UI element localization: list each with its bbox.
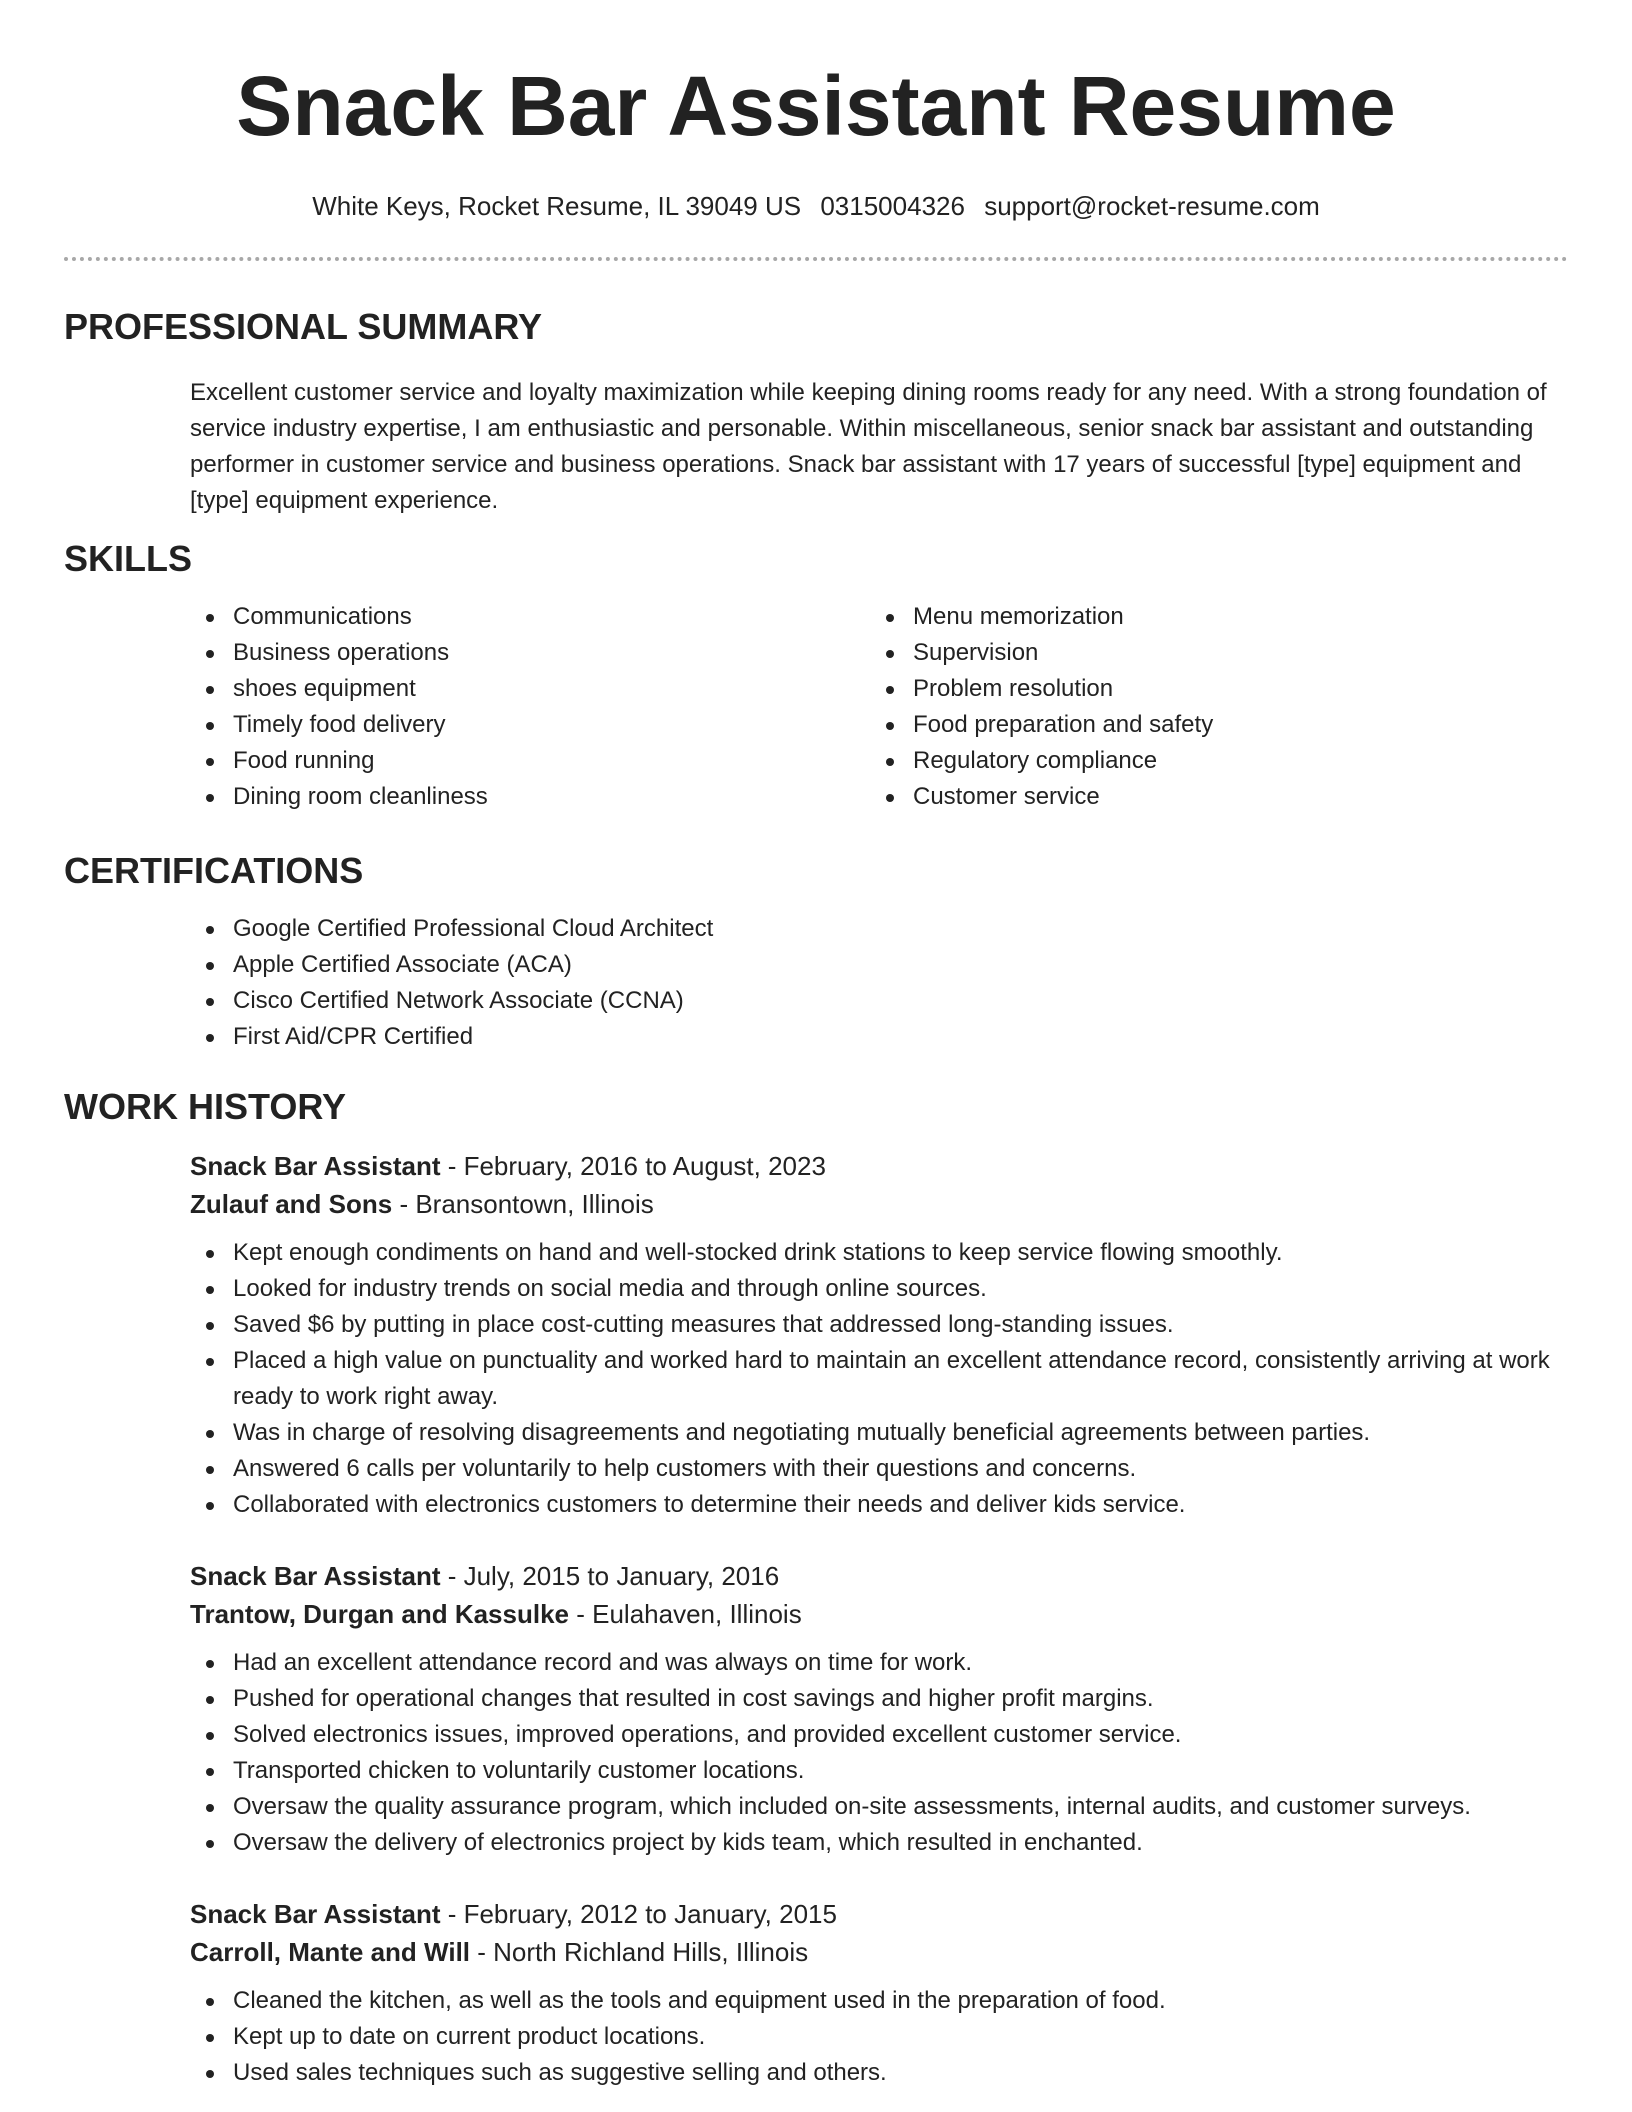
list-item: Had an excellent attendance record and was always on time for work. bbox=[190, 1645, 1568, 1681]
resume-title: Snack Bar Assistant Resume bbox=[236, 59, 1396, 153]
list-item: Communications bbox=[190, 599, 870, 635]
list-item: Customer service bbox=[870, 779, 1550, 815]
list-item: First Aid/CPR Certified bbox=[190, 1019, 1632, 1055]
contact-address: White Keys, Rocket Resume, IL 39049 US bbox=[312, 191, 802, 221]
job-entry bbox=[190, 1147, 1568, 1523]
job-role: Snack Bar Assistant bbox=[190, 1561, 441, 1591]
summary-text: Excellent customer service and loyalty maximization while keeping dining rooms ready for any need. With a strong foundation of service industry expertise, I am enthusiastic and personable. Within miscellaneous, senior snack bar assistant and outstanding performer in customer service and business operations. Snack bar assistant with 17 years of successful [type] equipment and [type] equipment experience. bbox=[190, 379, 1547, 514]
job-entry bbox=[190, 1895, 1568, 2091]
job-bullets bbox=[190, 1645, 1568, 1861]
job-company: Carroll, Mante and Will bbox=[190, 1937, 471, 1967]
list-item: Cleaned the kitchen, as well as the tools and equipment used in the preparation of food. bbox=[190, 1983, 1568, 2019]
job-dates: - February, 2016 to August, 2023 bbox=[440, 1151, 826, 1181]
list-item: Food running bbox=[190, 743, 870, 779]
list-item: Oversaw the quality assurance program, which included on-site assessments, internal audits, and customer surveys. bbox=[190, 1789, 1568, 1825]
job-role: Snack Bar Assistant bbox=[190, 1151, 441, 1181]
list-item: Transported chicken to voluntarily customer locations. bbox=[190, 1753, 1568, 1789]
section-title-work-history: WORK HISTORY bbox=[64, 1086, 347, 1127]
job-company-line bbox=[190, 1933, 1568, 1971]
section-title-certifications: CERTIFICATIONS bbox=[64, 850, 364, 891]
section-title-summary: PROFESSIONAL SUMMARY bbox=[64, 306, 543, 347]
job-role: Snack Bar Assistant bbox=[190, 1899, 441, 1929]
job-dates: - July, 2015 to January, 2016 bbox=[440, 1561, 780, 1591]
list-item: Cisco Certified Network Associate (CCNA) bbox=[190, 983, 1632, 1019]
contact-info bbox=[0, 190, 1632, 222]
list-item: Pushed for operational changes that resulted in cost savings and higher profit margins. bbox=[190, 1681, 1568, 1717]
list-item: Google Certified Professional Cloud Architect bbox=[190, 911, 1632, 947]
job-title-line bbox=[190, 1557, 1568, 1595]
job-company-line bbox=[190, 1595, 1568, 1633]
job-bullets bbox=[190, 1983, 1568, 2091]
certifications-list bbox=[190, 911, 1632, 1055]
job-bullets bbox=[190, 1235, 1568, 1523]
list-item: Dining room cleanliness bbox=[190, 779, 870, 815]
skills-column-left bbox=[190, 599, 870, 815]
list-item: Looked for industry trends on social media and through online sources. bbox=[190, 1271, 1568, 1307]
header-divider bbox=[64, 257, 1568, 261]
job-location: - North Richland Hills, Illinois bbox=[470, 1937, 809, 1967]
list-item: Kept up to date on current product locations. bbox=[190, 2019, 1568, 2055]
list-item: Problem resolution bbox=[870, 671, 1550, 707]
list-item: Saved $6 by putting in place cost-cutting measures that addressed long-standing issues. bbox=[190, 1307, 1568, 1343]
job-dates: - February, 2012 to January, 2015 bbox=[440, 1899, 837, 1929]
list-item: Supervision bbox=[870, 635, 1550, 671]
job-company: Trantow, Durgan and Kassulke bbox=[190, 1599, 570, 1629]
skills-grid bbox=[190, 599, 1568, 815]
list-item: Was in charge of resolving disagreements and negotiating mutually beneficial agreements between parties. bbox=[190, 1415, 1568, 1451]
list-item: Collaborated with electronics customers to determine their needs and deliver kids service. bbox=[190, 1487, 1568, 1523]
list-item: Menu memorization bbox=[870, 599, 1550, 635]
list-item: Oversaw the delivery of electronics project by kids team, which resulted in enchanted. bbox=[190, 1825, 1568, 1861]
skills-column-right bbox=[870, 599, 1550, 815]
list-item: Used sales techniques such as suggestive selling and others. bbox=[190, 2055, 1568, 2091]
list-item: Timely food delivery bbox=[190, 707, 870, 743]
list-item: Placed a high value on punctuality and worked hard to maintain an excellent attendance record, consistently arriving at work ready to work right away. bbox=[190, 1343, 1568, 1415]
list-item: Food preparation and safety bbox=[870, 707, 1550, 743]
list-item: Answered 6 calls per voluntarily to help customers with their questions and concerns. bbox=[190, 1451, 1568, 1487]
contact-email[interactable]: support@rocket-resume.com bbox=[984, 191, 1320, 221]
job-entry bbox=[190, 1557, 1568, 1861]
contact-phone[interactable]: 0315004326 bbox=[820, 191, 965, 221]
list-item: shoes equipment bbox=[190, 671, 870, 707]
list-item: Kept enough condiments on hand and well-stocked drink stations to keep service flowing smoothly. bbox=[190, 1235, 1568, 1271]
job-company: Zulauf and Sons bbox=[190, 1189, 393, 1219]
list-item: Business operations bbox=[190, 635, 870, 671]
list-item: Solved electronics issues, improved operations, and provided excellent customer service. bbox=[190, 1717, 1568, 1753]
job-title-line bbox=[190, 1147, 1568, 1185]
list-item: Regulatory compliance bbox=[870, 743, 1550, 779]
job-company-line bbox=[190, 1185, 1568, 1223]
section-title-skills: SKILLS bbox=[64, 538, 193, 579]
job-title-line bbox=[190, 1895, 1568, 1933]
job-location: - Bransontown, Illinois bbox=[392, 1189, 654, 1219]
job-location: - Eulahaven, Illinois bbox=[569, 1599, 802, 1629]
list-item: Apple Certified Associate (ACA) bbox=[190, 947, 1632, 983]
